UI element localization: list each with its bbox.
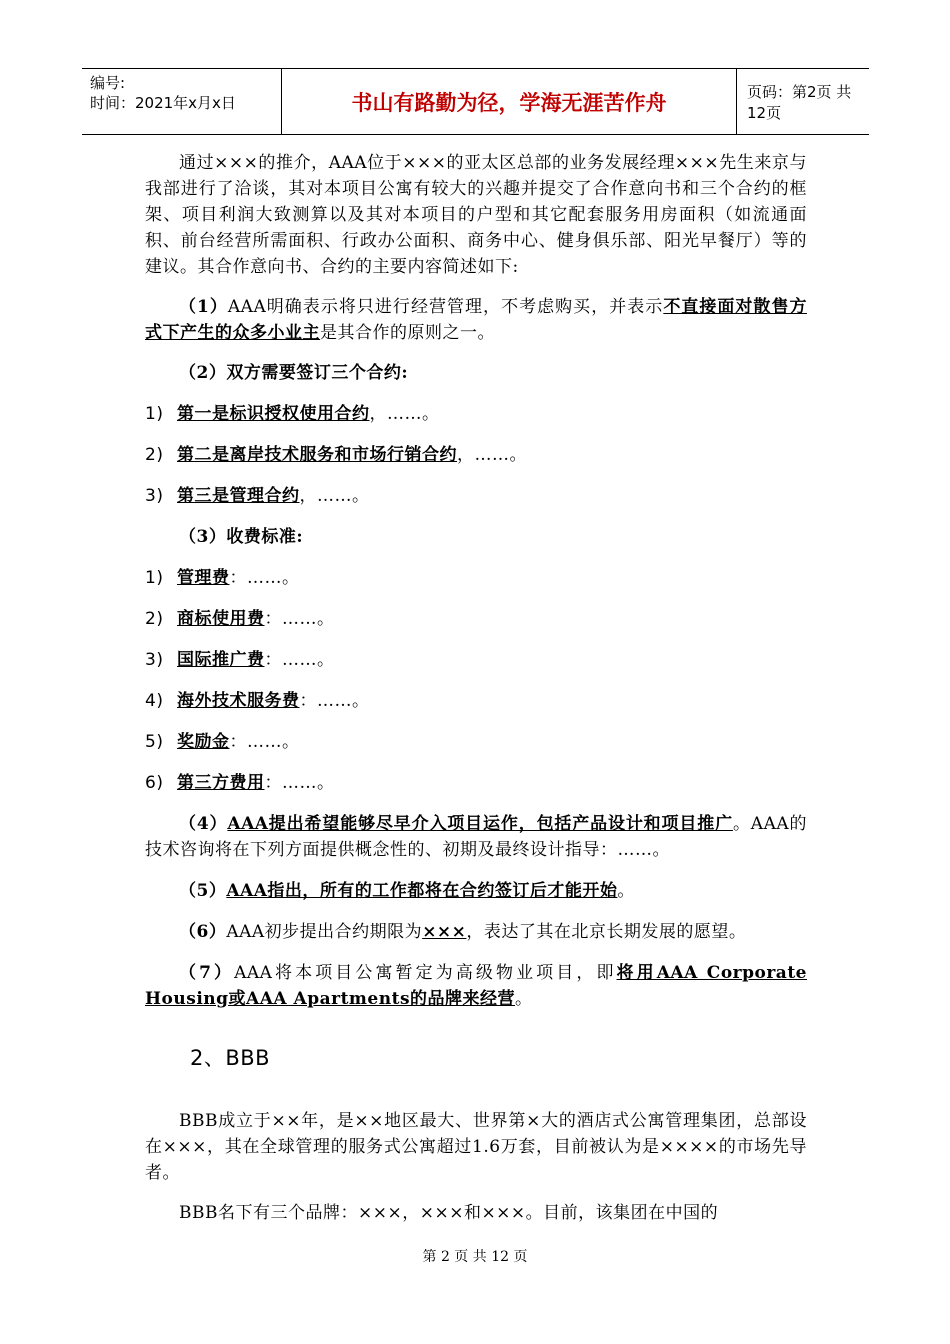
fee-rest: ：……。	[264, 773, 335, 793]
contract-rest: ，……。	[299, 486, 370, 506]
contract-rest: ，……。	[457, 445, 527, 465]
fee-rest: ：……。	[264, 609, 335, 629]
list-num: 1)	[145, 568, 164, 588]
list-item	[145, 647, 807, 673]
list-num: 4)	[145, 691, 164, 711]
point-7-underline: 将用AAA Corporate Housing或AAA Apartments的品牌来经营	[145, 963, 807, 1009]
time-label: 时间：2021年x月x日	[90, 94, 236, 112]
point-2-label: （2）双方需要签订三个合约:	[179, 363, 409, 383]
contract-rest: ，……。	[369, 404, 440, 424]
list-num: 3)	[145, 650, 164, 670]
fee-name: 奖励金	[177, 732, 230, 752]
list-item	[145, 483, 807, 509]
list-num: 2)	[145, 609, 164, 629]
list-num: 6)	[145, 773, 164, 793]
point-7-text-b: 。	[515, 989, 533, 1009]
point-6-label: （6）	[179, 922, 227, 942]
contract-name: 第三是管理合约	[177, 486, 300, 506]
fee-rest: ：……。	[229, 732, 300, 752]
point-7-label: （7）	[179, 963, 235, 983]
point-6-underline: ×××	[422, 922, 467, 942]
intro-paragraph: 通过×××的推介，AAA位于×××的亚太区总部的业务发展经理×××先生来京与我部进行了洽谈，其对本项目公寓有较大的兴趣并提交了合作意向书和三个合约的框架、项目利润大致测算以及其对本项目的户型和其它配套服务用房面积（如流通面积、前台经营所需面积、行政办公面积、商务中心、健身俱乐部、阳光早餐厅）等的建议。其合作意向书、合约的主要内容简述如下:	[145, 153, 807, 277]
section-heading: 2、BBB	[190, 1046, 271, 1070]
point-1	[145, 294, 807, 346]
point-6-text-b: ，表达了其在北京长期发展的愿望。	[466, 922, 747, 942]
header-meta	[82, 69, 282, 134]
fee-name: 国际推广费	[177, 650, 265, 670]
bbb-paragraph-2: BBB名下有三个品牌：×××，×××和×××。目前，该集团在中国的	[179, 1203, 719, 1223]
point-5-text: 。	[617, 881, 635, 901]
page-header	[82, 68, 869, 135]
point-4-text: 。AAA的技术咨询将在下列方面提供概念性的、初期及最终设计指导：……。	[145, 814, 807, 860]
point-5-underline: AAA指出，所有的工作都将在合约签订后才能开始	[226, 881, 618, 901]
list-item	[145, 565, 807, 591]
point-7	[145, 960, 807, 1012]
document-body	[145, 150, 807, 1226]
fee-rest: ：……。	[229, 568, 300, 588]
contract-name: 第一是标识授权使用合约	[177, 404, 370, 424]
number-label: 编号:	[90, 74, 126, 92]
fee-name: 第三方费用	[177, 773, 265, 793]
point-1-text-a: AAA明确表示将只进行经营管理，不考虑购买，并表示	[227, 297, 664, 317]
point-4-label: （4）	[179, 814, 228, 834]
list-item	[145, 770, 807, 796]
page-footer: 第 2 页 共 12 页	[422, 1249, 528, 1265]
list-num: 1)	[145, 404, 164, 424]
point-7-text-a: AAA将本项目公寓暂定为高级物业项目，即	[234, 963, 617, 983]
fee-name: 商标使用费	[177, 609, 265, 629]
contracts-list	[145, 401, 807, 509]
point-1-underline: 不直接面对散售方式下产生的众多小业主	[145, 297, 807, 343]
bbb-paragraph-1: BBB成立于××年，是××地区最大、世界第×大的酒店式公寓管理集团，总部设在×××，其在全球管理的服务式公寓超过1.6万套，目前被认为是××××的市场先导者。	[145, 1111, 807, 1183]
point-1-text-b: 是其合作的原则之一。	[320, 323, 495, 343]
list-item	[145, 442, 807, 468]
fee-name: 海外技术服务费	[177, 691, 300, 711]
fee-rest: ：……。	[299, 691, 370, 711]
list-num: 3)	[145, 486, 164, 506]
point-6	[145, 919, 807, 945]
point-5	[145, 878, 807, 904]
point-5-label: （5）	[179, 881, 227, 901]
point-6-text-a: AAA初步提出合约期限为	[226, 922, 423, 942]
list-item	[145, 729, 807, 755]
fees-list	[145, 565, 807, 796]
point-4	[145, 811, 807, 863]
list-num: 5)	[145, 732, 164, 752]
point-4-underline: AAA提出希望能够尽早介入项目运作，包括产品设计和项目推广	[227, 814, 733, 834]
header-motto: 书山有路勤为径，学海无涯苦作舟	[282, 69, 737, 134]
fee-rest: ：……。	[264, 650, 335, 670]
list-item	[145, 606, 807, 632]
list-item	[145, 401, 807, 427]
point-3-label: （3）收费标准:	[179, 527, 304, 547]
header-page-code: 页码：第2页 共12页	[747, 82, 852, 122]
fee-name: 管理费	[177, 568, 230, 588]
contract-name: 第二是离岸技术服务和市场行销合约	[177, 445, 457, 465]
list-item	[145, 688, 807, 714]
point-1-label: （1）	[179, 297, 228, 317]
list-num: 2)	[145, 445, 164, 465]
